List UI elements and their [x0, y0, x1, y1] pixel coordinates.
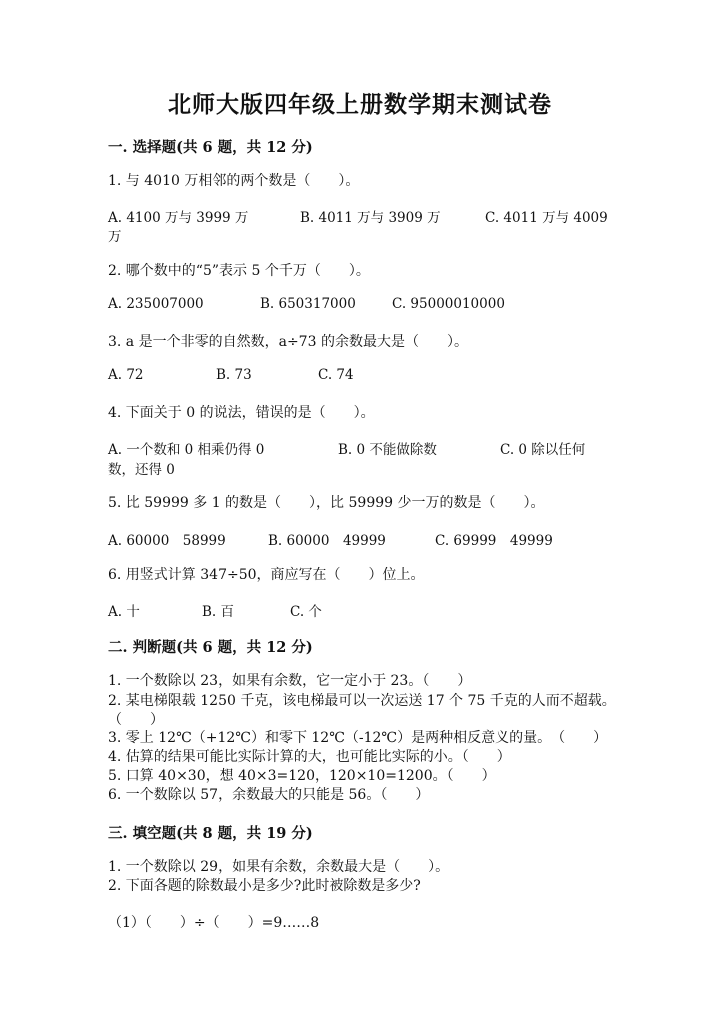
option-c: C. 0 除以任何 [500, 442, 586, 458]
question-stem: 4. 下面关于 0 的说法，错误的是（ ）。 [108, 405, 375, 421]
option-b: B. 4011 万与 3909 万 [300, 210, 441, 226]
question-stem: 3. a 是一个非零的自然数，a÷73 的余数最大是（ ）。 [108, 334, 468, 350]
option-b: B. 百 [202, 604, 235, 620]
option-b: B. 73 [216, 367, 252, 383]
judge-line: 5. 口算 40×30，想 40×3=120，120×10=1200。（ ） [108, 768, 496, 784]
judge-line-wrap: （ ） [108, 712, 164, 728]
page-title: 北师大版四年级上册数学期末测试卷 [168, 91, 552, 118]
judge-line: 2. 某电梯限载 1250 千克，该电梯最可以一次运送 17 个 75 千克的人而不超载。 [108, 693, 616, 709]
option-b: B. 650317000 [260, 296, 356, 312]
option-c: C. 个 [290, 604, 322, 620]
option-c: C. 4011 万与 4009 [485, 210, 608, 226]
option-b: B. 60000 49999 [268, 533, 386, 549]
fill-line: 2. 下面各题的除数最小是多少?此时被除数是多少? [108, 878, 421, 894]
judge-line: 6. 一个数除以 57，余数最大的只能是 56。（ ） [108, 787, 430, 803]
question-stem: 2. 哪个数中的“5”表示 5 个千万（ ）。 [108, 263, 370, 279]
option-c-wrap: 数，还得 0 [108, 462, 175, 478]
question-stem: 5. 比 59999 多 1 的数是（ ），比 59999 少一万的数是（ ）。 [108, 495, 545, 511]
option-a: A. 60000 58999 [108, 533, 226, 549]
option-a: A. 72 [108, 367, 144, 383]
option-c: C. 95000010000 [392, 296, 505, 312]
option-c: C. 74 [318, 367, 354, 383]
fill-line: 1. 一个数除以 29，如果有余数，余数最大是（ ）。 [108, 859, 450, 875]
option-c-wrap: 万 [108, 229, 122, 245]
judge-line: 1. 一个数除以 23，如果有余数，它一定小于 23。（ ） [108, 673, 472, 689]
section-heading-choice: 一. 选择题(共 6 题，共 12 分) [108, 139, 313, 156]
option-b: B. 0 不能做除数 [338, 442, 437, 458]
section-heading-judge: 二. 判断题(共 6 题，共 12 分) [108, 639, 313, 656]
section-heading-fill: 三. 填空题(共 8 题，共 19 分) [108, 825, 313, 842]
fill-line: （1）（ ）÷（ ）=9……8 [108, 915, 320, 931]
judge-line: 4. 估算的结果可能比实际计算的大，也可能比实际的小。（ ） [108, 749, 511, 765]
option-a: A. 十 [108, 604, 140, 620]
option-a: A. 235007000 [108, 296, 204, 312]
question-stem: 6. 用竖式计算 347÷50，商应写在（ ）位上。 [108, 567, 425, 583]
option-c: C. 69999 49999 [435, 533, 553, 549]
question-stem: 1. 与 4010 万相邻的两个数是（ ）。 [108, 173, 360, 189]
option-a: A. 一个数和 0 相乘仍得 0 [108, 442, 265, 458]
judge-line: 3. 零上 12℃（+12℃）和零下 12℃（-12℃）是两种相反意义的量。 （ ） [108, 730, 608, 746]
option-a: A. 4100 万与 3999 万 [108, 210, 249, 226]
